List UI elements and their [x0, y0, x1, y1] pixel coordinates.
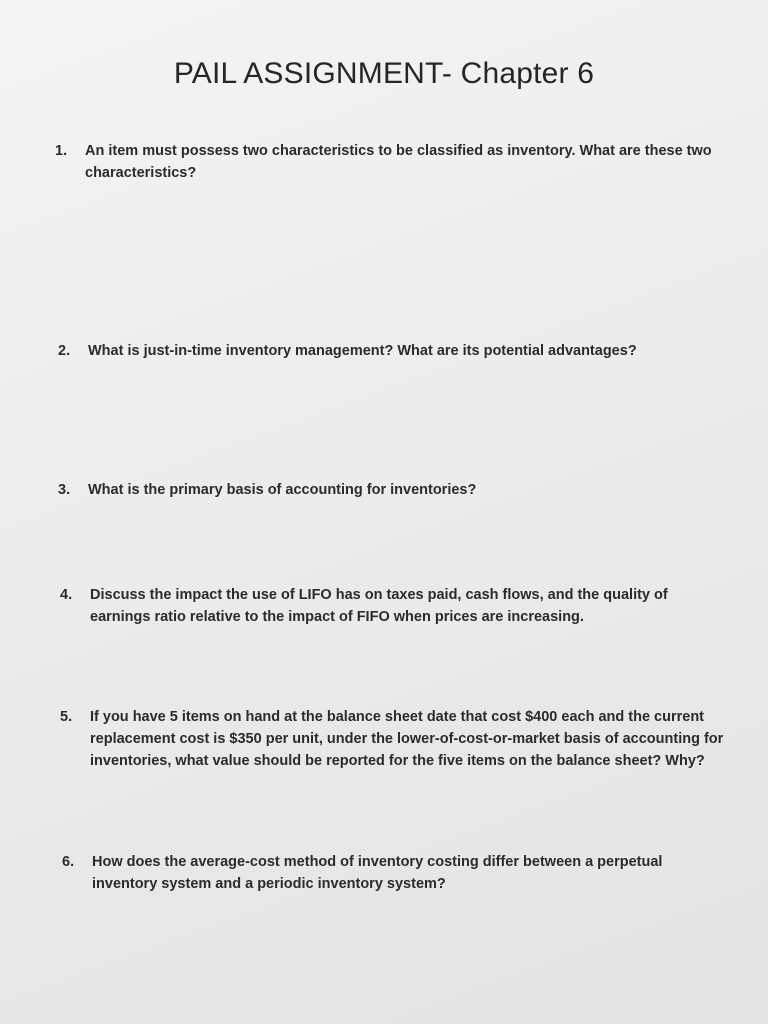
- question-text: How does the average-cost method of inventory costing differ between a perpetual inventory system and a periodic inventory system?: [92, 854, 663, 892]
- question-text: Discuss the impact the use of LIFO has on taxes paid, cash flows, and the quality of earnings ratio relative to the impact of FIFO when prices are increasing.: [90, 587, 668, 625]
- question-number: 6.: [62, 854, 75, 870]
- question-number: 1.: [55, 143, 68, 159]
- question-text: What is the primary basis of accounting for inventories?: [88, 482, 477, 498]
- page-title: PAIL ASSIGNMENT- Chapter 6: [173, 57, 595, 90]
- question-number: 2.: [58, 343, 71, 359]
- question-number: 4.: [60, 587, 73, 603]
- question-text: What is just-in-time inventory management? What are its potential advantages?: [88, 343, 637, 359]
- question-number: 3.: [58, 482, 71, 498]
- question-text: An item must possess two characteristics to be classified as inventory. What are these two characteristics?: [85, 143, 712, 181]
- question-number: 5.: [60, 709, 73, 725]
- question-text: If you have 5 items on hand at the balance sheet date that cost $400 each and the current replacement cost is $350 per unit, under the lower-of-cost-or-market basis of accounting for inventories, what value should be reported for the five items on the balance sheet? Why?: [90, 709, 724, 769]
